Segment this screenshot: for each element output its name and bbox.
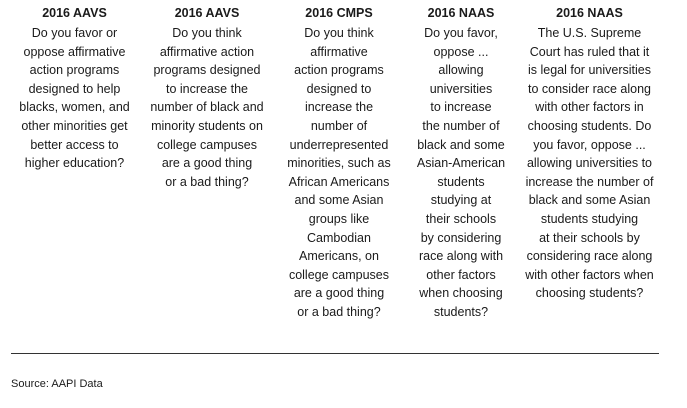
survey-column-cmps [276, 3, 402, 322]
survey-question-table [11, 3, 659, 322]
column-header: 2016 AAVS [174, 6, 240, 20]
question-text: Do you favor, oppose ... allowing universities to increase the number of black and some Asian-American students studying at their schools by considering race along with other factors when choosing students? [416, 26, 506, 319]
question-text: The U.S. Supreme Court has ruled that it is legal for universities to consider race along with other factors in choosing students. Do you favor, oppose ... allowing universities to increase the number of black and some Asian students studying at their schools by considering race along with other factors when choosing students? [525, 26, 654, 301]
survey-column-naas-2 [520, 3, 659, 322]
column-header: 2016 NAAS [427, 6, 495, 20]
survey-column-aavs-2 [138, 3, 276, 322]
source-note: Source: AAPI Data [11, 378, 103, 390]
question-text: Do you think affirmative action programs designed to increase the number of black and minority students on college campuses are a good thing or a bad thing? [150, 26, 264, 189]
question-text: Do you favor or oppose affirmative action programs designed to help blacks, women, and other minorities get better access to higher education? [19, 26, 130, 171]
column-header: 2016 NAAS [556, 6, 623, 20]
column-header: 2016 CMPS [305, 6, 373, 20]
survey-column-naas-1 [402, 3, 520, 322]
survey-column-aavs-1 [11, 3, 138, 322]
question-text: Do you think affirmative action programs designed to increase the number of underrepresented minorities, such as African Americans and some Asian groups like Cambodian Americans, on college campuses are a good thing or a bad thing? [287, 26, 391, 319]
table-bottom-rule [11, 353, 659, 354]
column-header: 2016 AAVS [42, 6, 107, 20]
